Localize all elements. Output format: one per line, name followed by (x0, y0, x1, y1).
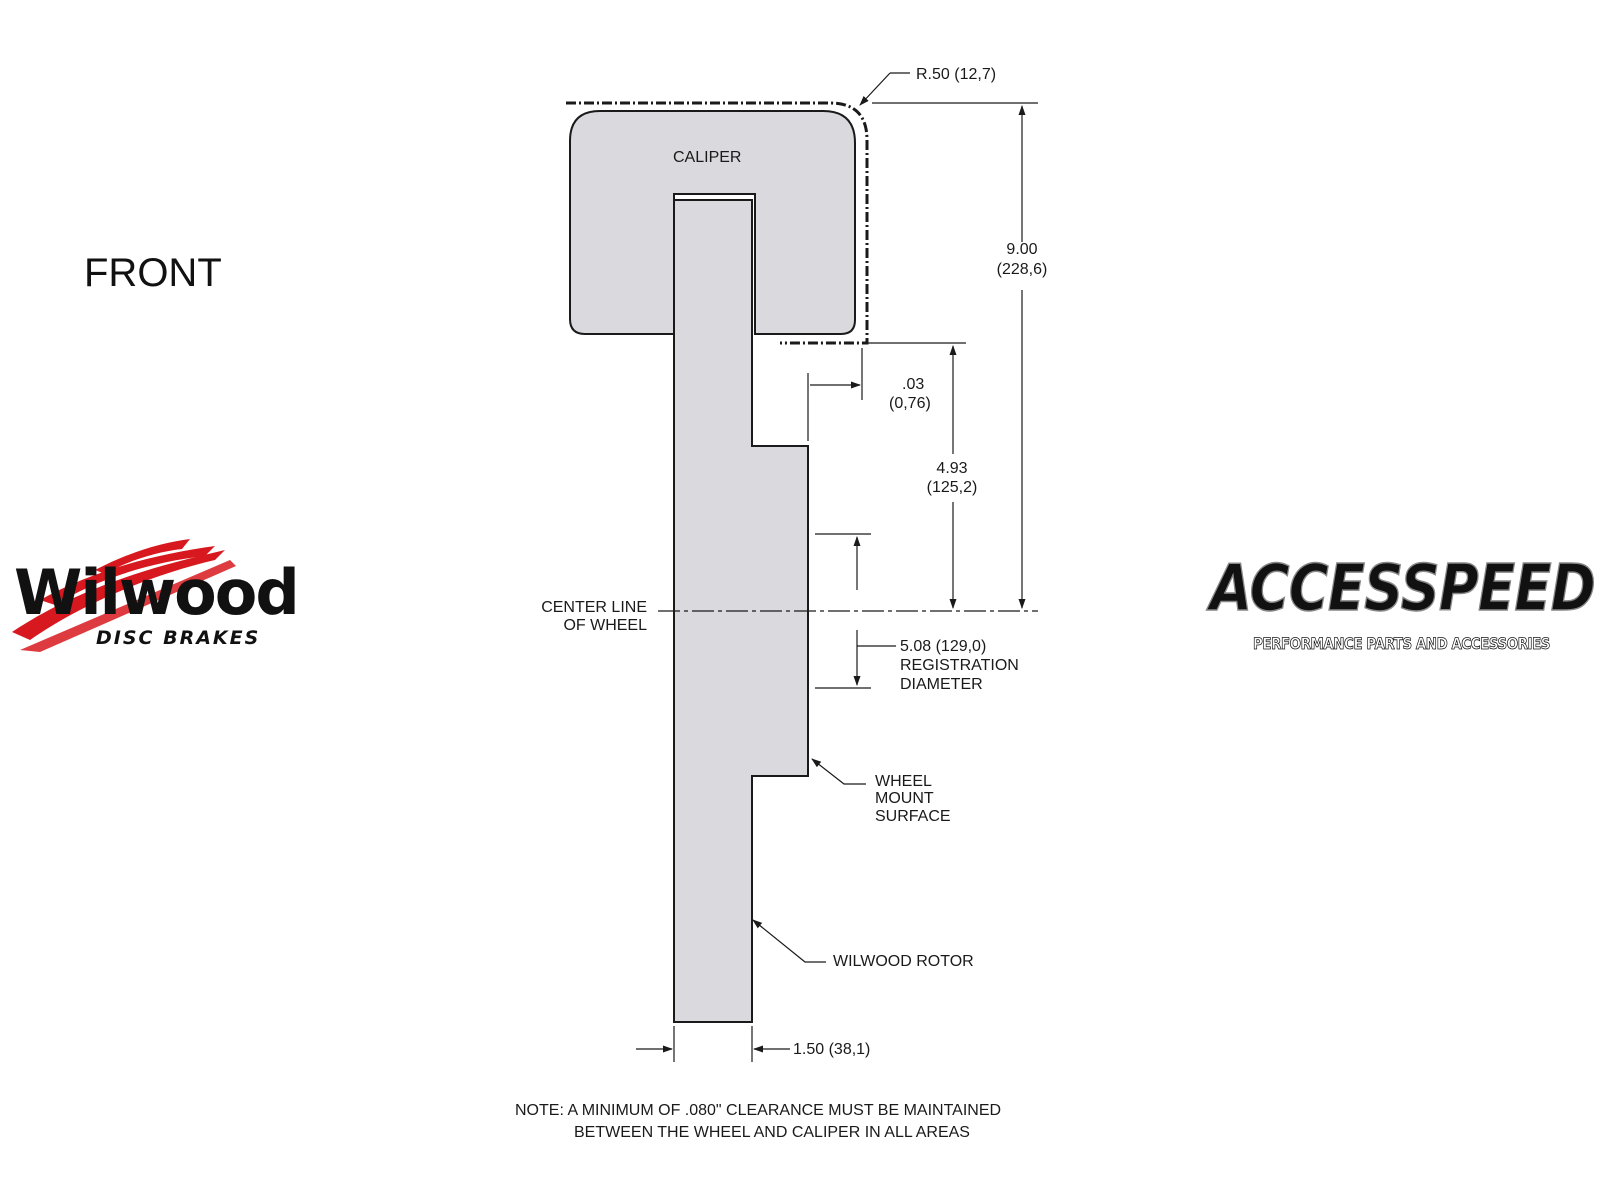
clearance-note-line-1: NOTE: A MINIMUM OF .080" CLEARANCE MUST BE MAINTAINED (515, 1102, 1002, 1119)
dimension-4-93-metric: (125,2) (926, 479, 978, 496)
view-label: FRONT (84, 251, 222, 295)
dimension-9-00 (872, 103, 1047, 608)
accesspeed-logo-text: ACCESSPEED (1205, 552, 1595, 626)
rotor-width-value: 1.50 (38,1) (793, 1041, 871, 1058)
wheel-mount-label-2: MOUNT (875, 790, 934, 807)
wilwood-logo (12, 539, 298, 652)
dimension-0-03 (808, 348, 931, 441)
wheel-mount-callout (812, 759, 951, 825)
dimension-9-00-value: 9.00 (1006, 241, 1038, 258)
wilwood-logo-text: Wilwood (14, 556, 298, 629)
rotor-label: WILWOOD ROTOR (833, 953, 974, 970)
registration-label: REGISTRATION (900, 657, 1019, 674)
accesspeed-logo (1206, 552, 1595, 653)
caliper-label: CALIPER (673, 149, 742, 166)
dimension-4-93-value: 4.93 (936, 460, 968, 477)
dimension-0-03-value: .03 (902, 376, 925, 393)
wheel-mount-label-1: WHEEL (875, 773, 932, 790)
center-line-label-2: OF WHEEL (563, 617, 647, 634)
accesspeed-logo-subtitle: PERFORMANCE PARTS AND ACCESSORIES (1253, 634, 1550, 653)
center-line-label-1: CENTER LINE (541, 599, 647, 616)
clearance-note-line-2: BETWEEN THE WHEEL AND CALIPER IN ALL AREAS (574, 1124, 970, 1141)
wheel-mount-label-3: SURFACE (875, 808, 951, 825)
dimension-registration (815, 534, 1019, 693)
registration-label-2: DIAMETER (900, 676, 983, 693)
rotor-callout (753, 920, 974, 970)
dimension-9-00-metric: (228,6) (996, 261, 1048, 278)
wilwood-logo-subtitle: DISC BRAKES (96, 627, 261, 649)
radius-value: R.50 (12,7) (916, 66, 997, 83)
dimension-1-50 (636, 1026, 870, 1062)
dimension-0-03-metric: (0,76) (889, 395, 931, 412)
registration-value: 5.08 (129,0) (900, 638, 987, 655)
radius-callout (860, 66, 996, 105)
